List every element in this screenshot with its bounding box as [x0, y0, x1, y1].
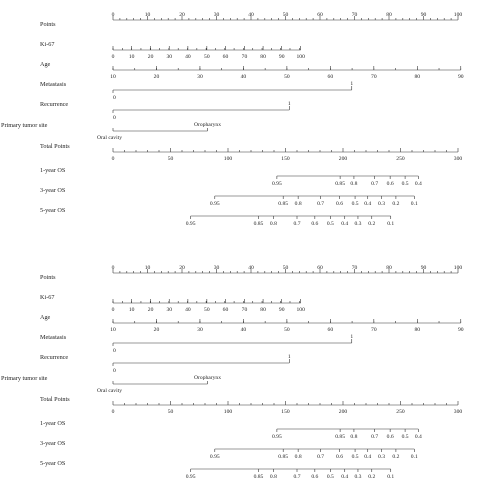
tick-label: 0: [111, 156, 115, 162]
tick-label: 0.7: [317, 201, 325, 207]
tick-label: 0.4: [414, 434, 422, 440]
tick-label: 40: [240, 74, 247, 80]
tick-label: 90: [457, 327, 464, 333]
tick-label: 0.95: [185, 474, 196, 480]
tick-label: 70: [351, 265, 358, 271]
tick-label: 60: [327, 74, 334, 80]
tick-label: 0.3: [378, 201, 386, 207]
tick-label: 0: [113, 115, 116, 121]
tick-label: 20: [179, 265, 185, 271]
nomogram-row: [40, 294, 305, 313]
tick-label: 30: [166, 54, 173, 60]
tick-label: 0.8: [269, 221, 277, 227]
tick-label: 80: [260, 307, 266, 313]
tick-label: 0.6: [386, 434, 394, 440]
tick-label: 20: [153, 74, 160, 80]
tick-label: 0.85: [278, 454, 289, 460]
tick-label: 20: [179, 12, 185, 18]
tick-label: 0.8: [350, 434, 358, 440]
tick-label: 0: [113, 348, 116, 354]
nomogram-panel: [1, 265, 464, 480]
tick-label: 0.85: [253, 474, 264, 480]
tick-label: 80: [386, 12, 392, 18]
tick-label: 80: [414, 327, 421, 333]
tick-label: 0.5: [401, 434, 409, 440]
tick-label: 90: [457, 74, 464, 80]
tick-label: 0.5: [351, 201, 359, 207]
row-label: Ki-67: [40, 294, 55, 301]
tick-label: 0.1: [410, 201, 418, 207]
nomogram-row: [40, 167, 422, 187]
tick-label: 0: [111, 409, 115, 415]
tick-label: 70: [351, 12, 358, 18]
tick-label: 0.4: [364, 201, 372, 207]
tick-label: 0.8: [294, 201, 302, 207]
tick-label: 300: [453, 409, 463, 415]
nomogram-row: [40, 314, 464, 333]
tick-label: 100: [296, 54, 305, 60]
row-label: Primary tumor site: [1, 375, 48, 382]
tick-label: 10: [144, 12, 151, 18]
row-label: Metastasis: [40, 334, 67, 341]
row-label: Total Points: [40, 143, 70, 150]
tick-label: 0.95: [209, 454, 220, 460]
tick-label: 0.95: [271, 181, 282, 187]
tick-label: 0.3: [378, 454, 386, 460]
nomogram-row: [40, 143, 462, 162]
tick-label: 0: [111, 12, 115, 18]
nomogram-row: [40, 420, 422, 440]
tick-label: 0.7: [317, 454, 325, 460]
row-label: Recurrence: [40, 354, 69, 361]
tick-label: 250: [396, 156, 405, 162]
tick-label: 100: [223, 409, 233, 415]
row-label: 1-year OS: [40, 420, 66, 427]
tick-label: 0.6: [336, 201, 344, 207]
tick-label: 50: [284, 327, 290, 333]
tick-label: Oropharynx: [194, 122, 222, 128]
tick-label: 200: [338, 409, 348, 415]
tick-label: 80: [414, 74, 421, 80]
tick-label: 40: [248, 265, 254, 271]
tick-label: 0.4: [341, 221, 349, 227]
tick-label: 10: [144, 265, 151, 271]
tick-label: 0.4: [341, 474, 349, 480]
tick-label: 60: [317, 12, 323, 18]
tick-label: 0: [111, 265, 115, 271]
tick-label: 0.8: [294, 454, 302, 460]
tick-label: 0: [113, 95, 116, 101]
tick-label: 0.7: [293, 474, 301, 480]
tick-label: 1: [350, 81, 354, 87]
tick-label: 0.6: [311, 474, 319, 480]
tick-label: 30: [213, 265, 220, 271]
tick-label: 10: [128, 54, 135, 60]
tick-label: 0.85: [253, 221, 264, 227]
tick-label: 90: [420, 12, 427, 18]
row-label: Primary tumor site: [1, 122, 48, 129]
tick-label: 150: [281, 156, 290, 162]
tick-label: Oral cavity: [97, 135, 123, 141]
tick-label: 250: [396, 409, 405, 415]
tick-label: 50: [204, 54, 210, 60]
tick-label: 0: [111, 307, 115, 313]
tick-label: 20: [153, 327, 160, 333]
nomogram-row: [40, 61, 464, 80]
tick-label: 1: [287, 354, 291, 360]
tick-label: 0.8: [350, 181, 358, 187]
nomogram-row: [40, 101, 291, 121]
tick-label: 0.7: [293, 221, 301, 227]
tick-label: 60: [317, 265, 323, 271]
nomogram-row: [40, 207, 394, 227]
tick-label: 20: [147, 307, 154, 313]
row-label: 5-year OS: [40, 460, 66, 467]
tick-label: 0.7: [371, 181, 379, 187]
tick-label: 0.1: [387, 474, 395, 480]
tick-label: 0.85: [278, 201, 289, 207]
tick-label: 10: [110, 327, 116, 333]
tick-label: 70: [371, 74, 377, 80]
tick-label: 0.5: [326, 474, 334, 480]
row-label: 5-year OS: [40, 207, 66, 214]
tick-label: 0.95: [271, 434, 282, 440]
tick-label: 40: [185, 54, 191, 60]
row-label: Total Points: [40, 396, 70, 403]
tick-label: 40: [248, 12, 254, 18]
nomogram-row: [40, 354, 291, 374]
tick-label: 0.85: [335, 434, 346, 440]
tick-label: 20: [147, 54, 154, 60]
row-label: Metastasis: [40, 81, 67, 88]
tick-label: 0: [113, 368, 116, 374]
tick-label: 100: [453, 12, 463, 18]
tick-label: 70: [241, 54, 248, 60]
row-label: Points: [40, 274, 56, 281]
row-label: Points: [40, 21, 56, 28]
tick-label: 50: [284, 74, 290, 80]
tick-label: 0.6: [336, 454, 344, 460]
tick-label: 0.7: [371, 434, 379, 440]
tick-label: Oropharynx: [194, 375, 222, 381]
tick-label: 100: [296, 307, 305, 313]
tick-label: 0.3: [354, 474, 362, 480]
tick-label: 10: [110, 74, 116, 80]
tick-label: 10: [128, 307, 135, 313]
tick-label: 0: [111, 54, 115, 60]
tick-label: Oral cavity: [97, 388, 123, 394]
tick-label: 70: [241, 307, 248, 313]
row-label: Age: [40, 314, 51, 321]
tick-label: 0.4: [414, 181, 422, 187]
tick-label: 0.2: [392, 201, 400, 207]
tick-label: 0.6: [311, 221, 319, 227]
nomogram-row: [40, 334, 353, 354]
tick-label: 40: [240, 327, 247, 333]
tick-label: 0.2: [368, 474, 376, 480]
row-label: 3-year OS: [40, 440, 66, 447]
tick-label: 0.2: [392, 454, 400, 460]
tick-label: 40: [185, 307, 191, 313]
tick-label: 0.5: [401, 181, 409, 187]
tick-label: 1: [287, 101, 291, 107]
tick-label: 1: [350, 334, 354, 340]
tick-label: 30: [213, 12, 220, 18]
row-label: Age: [40, 61, 51, 68]
nomogram-row: [1, 375, 221, 394]
tick-label: 0.5: [326, 221, 334, 227]
nomogram-panel: [1, 12, 464, 227]
tick-label: 50: [204, 307, 210, 313]
nomogram-row: [40, 265, 462, 281]
tick-label: 30: [197, 74, 203, 80]
nomogram-row: [40, 81, 353, 101]
tick-label: 0.2: [368, 221, 376, 227]
tick-label: 90: [278, 307, 285, 313]
tick-label: 0.95: [209, 201, 220, 207]
tick-label: 80: [260, 54, 266, 60]
tick-label: 90: [278, 54, 285, 60]
nomogram-row: [40, 440, 418, 460]
tick-label: 0.1: [387, 221, 395, 227]
tick-label: 30: [197, 327, 203, 333]
tick-label: 100: [453, 265, 463, 271]
nomogram-row: [40, 396, 462, 415]
tick-label: 60: [327, 327, 334, 333]
tick-label: 50: [167, 409, 174, 415]
tick-label: 0.8: [269, 474, 277, 480]
tick-label: 100: [223, 156, 233, 162]
tick-label: 50: [282, 12, 289, 18]
tick-label: 200: [338, 156, 348, 162]
tick-label: 0.1: [410, 454, 418, 460]
nomogram-row: [40, 187, 418, 207]
nomogram-row: [40, 41, 305, 60]
tick-label: 50: [167, 156, 174, 162]
row-label: 3-year OS: [40, 187, 66, 194]
tick-label: 80: [386, 265, 392, 271]
row-label: 1-year OS: [40, 167, 66, 174]
tick-label: 60: [222, 54, 229, 60]
tick-label: 0.6: [386, 181, 394, 187]
nomogram-row: [40, 12, 462, 28]
tick-label: 150: [281, 409, 290, 415]
tick-label: 0.4: [364, 454, 372, 460]
tick-label: 0.85: [335, 181, 346, 187]
tick-label: 30: [166, 307, 173, 313]
tick-label: 0.95: [185, 221, 196, 227]
row-label: Ki-67: [40, 41, 55, 48]
tick-label: 50: [282, 265, 289, 271]
tick-label: 90: [420, 265, 427, 271]
tick-label: 300: [453, 156, 463, 162]
nomogram-row: [1, 122, 221, 141]
tick-label: 0.5: [351, 454, 359, 460]
tick-label: 0.3: [354, 221, 362, 227]
tick-label: 60: [222, 307, 229, 313]
tick-label: 70: [371, 327, 377, 333]
row-label: Recurrence: [40, 101, 69, 108]
nomogram-row: [40, 460, 394, 480]
